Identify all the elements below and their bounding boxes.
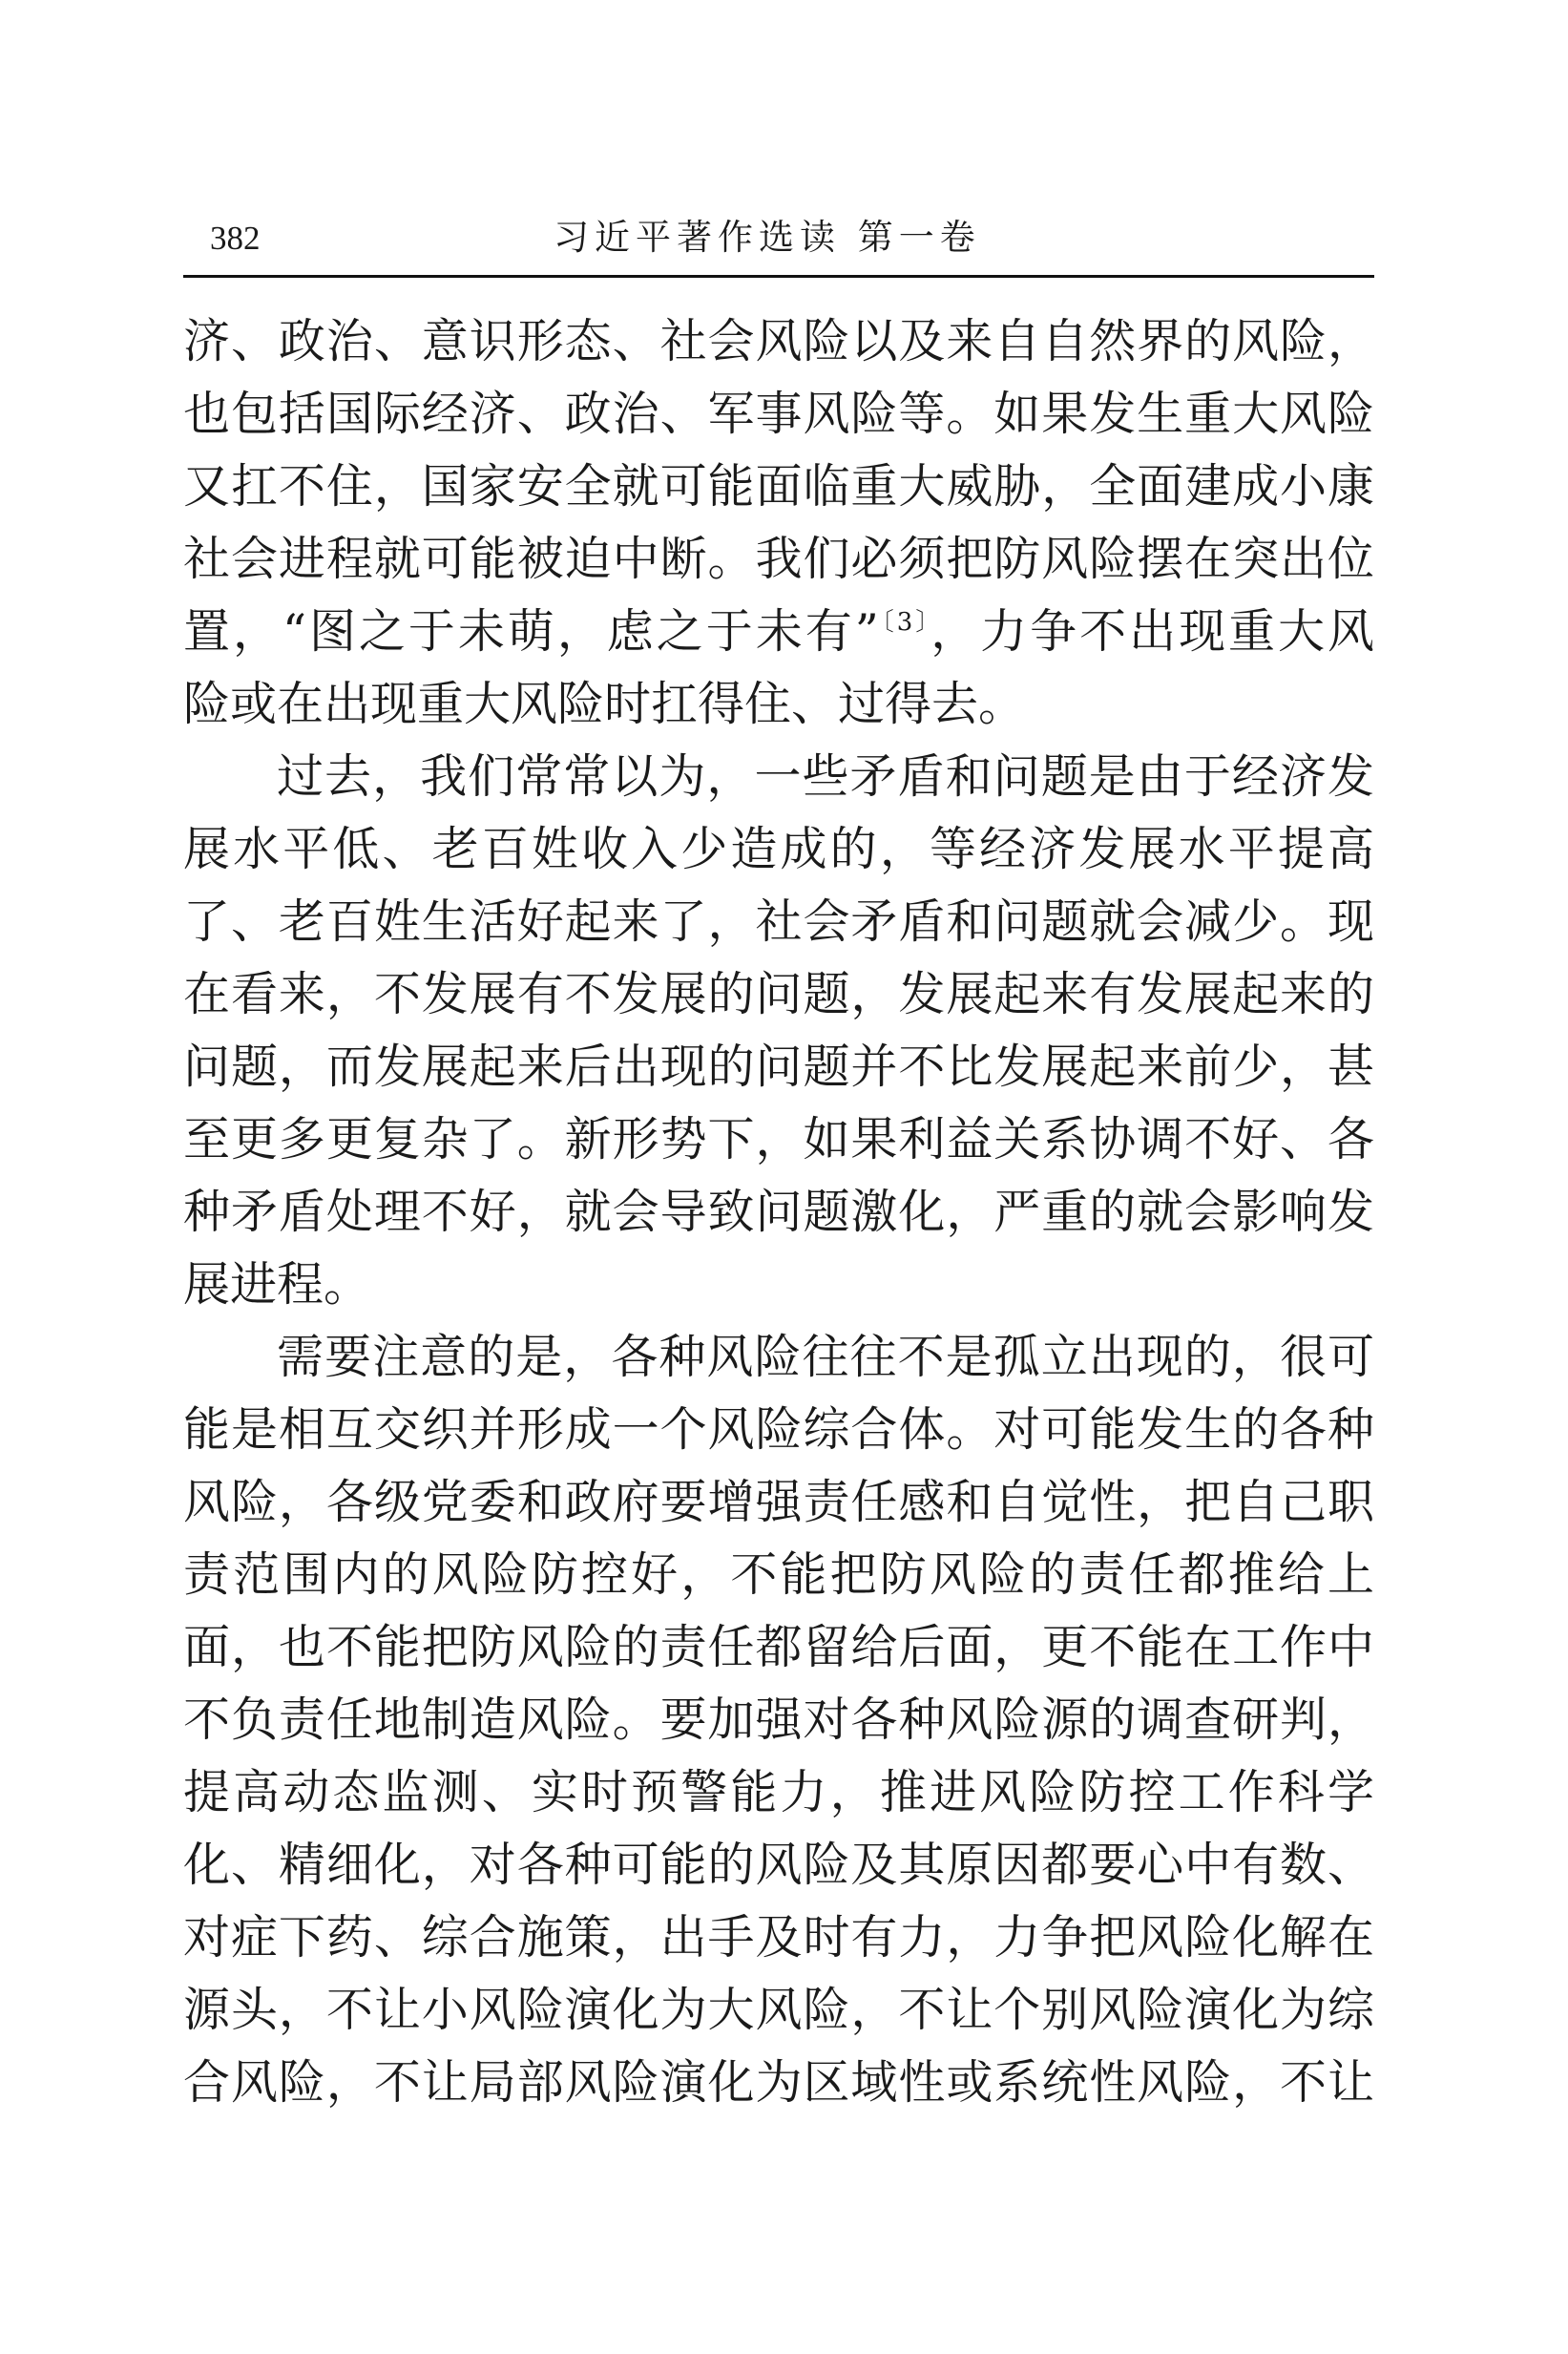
text-line: 化、精细化，对各种可能的风险及其原因都要心中有数、 — [183, 1838, 1374, 1892]
page-header — [183, 200, 1374, 277]
text-line-tail: ，力争不出现重大风 — [930, 604, 1374, 659]
text-line: 至更多更复杂了。新形势下，如果利益关系协调不好、各 — [183, 1112, 1374, 1166]
text-line: 又扛不住，国家安全就可能面临重大威胁，全面建成小康 — [183, 459, 1374, 514]
text-line: 在看来，不发展有不发展的问题，发展起来有发展起来的 — [183, 967, 1374, 1021]
text-line: 能是相互交织并形成一个风险综合体。对可能发生的各种 — [183, 1402, 1374, 1457]
text-line: 源头，不让小风险演化为大风险，不让个别风险演化为综 — [183, 1983, 1374, 2037]
text-line: 也包括国际经济、政治、军事风险等。如果发生重大风险 — [183, 387, 1374, 441]
body-text — [183, 305, 1374, 2119]
text-line: 对症下药、综合施策，出手及时有力，力争把风险化解在 — [183, 1910, 1374, 1965]
text-line: 责范围内的风险防控好，不能把防风险的责任都推给上 — [183, 1547, 1374, 1602]
text-line: 面，也不能把防风险的责任都留给后面，更不能在工作中 — [183, 1620, 1374, 1674]
quote-text: 置，“图之于未萌，虑之于未有” — [183, 604, 879, 659]
text-line: 风险，各级党委和政府要增强责任感和自觉性，把自己职 — [183, 1475, 1374, 1529]
text-line: 种矛盾处理不好，就会导致问题激化，严重的就会影响发 — [183, 1185, 1374, 1239]
text-line: 展进程。 — [183, 1257, 371, 1312]
text-line — [183, 596, 1374, 668]
paragraph-start-line: 过去，我们常常以为，一些矛盾和问题是由于经济发 — [277, 749, 1374, 804]
paragraph-start-line: 需要注意的是，各种风险往往不是孤立出现的，很可 — [277, 1330, 1374, 1384]
text-line: 展水平低、老百姓收入少造成的，等经济发展水平提高 — [183, 822, 1374, 876]
header-rule — [183, 275, 1374, 278]
text-line: 问题，而发展起来后出现的问题并不比发展起来前少，甚 — [183, 1040, 1374, 1094]
text-line: 济、政治、意识形态、社会风险以及来自自然界的风险， — [183, 314, 1374, 368]
text-line: 社会进程就可能被迫中断。我们必须把防风险摆在突出位 — [183, 532, 1374, 586]
text-line: 提高动态监测、实时预警能力，推进风险防控工作科学 — [183, 1765, 1374, 1819]
text-line: 了、老百姓生活好起来了，社会矛盾和问题就会减少。现 — [183, 894, 1374, 949]
running-title: 习近平著作选读 第一卷 — [554, 217, 981, 258]
text-line: 不负责任地制造风险。要加强对各种风险源的调查研判， — [183, 1692, 1374, 1747]
text-line: 合风险，不让局部风险演化为区域性或系统性风险，不让 — [183, 2055, 1374, 2110]
footnote-marker[interactable]: 〔3〕 — [878, 608, 931, 637]
page-number: 382 — [210, 220, 261, 257]
text-line: 险或在出现重大风险时扛得住、过得去。 — [183, 677, 1026, 731]
